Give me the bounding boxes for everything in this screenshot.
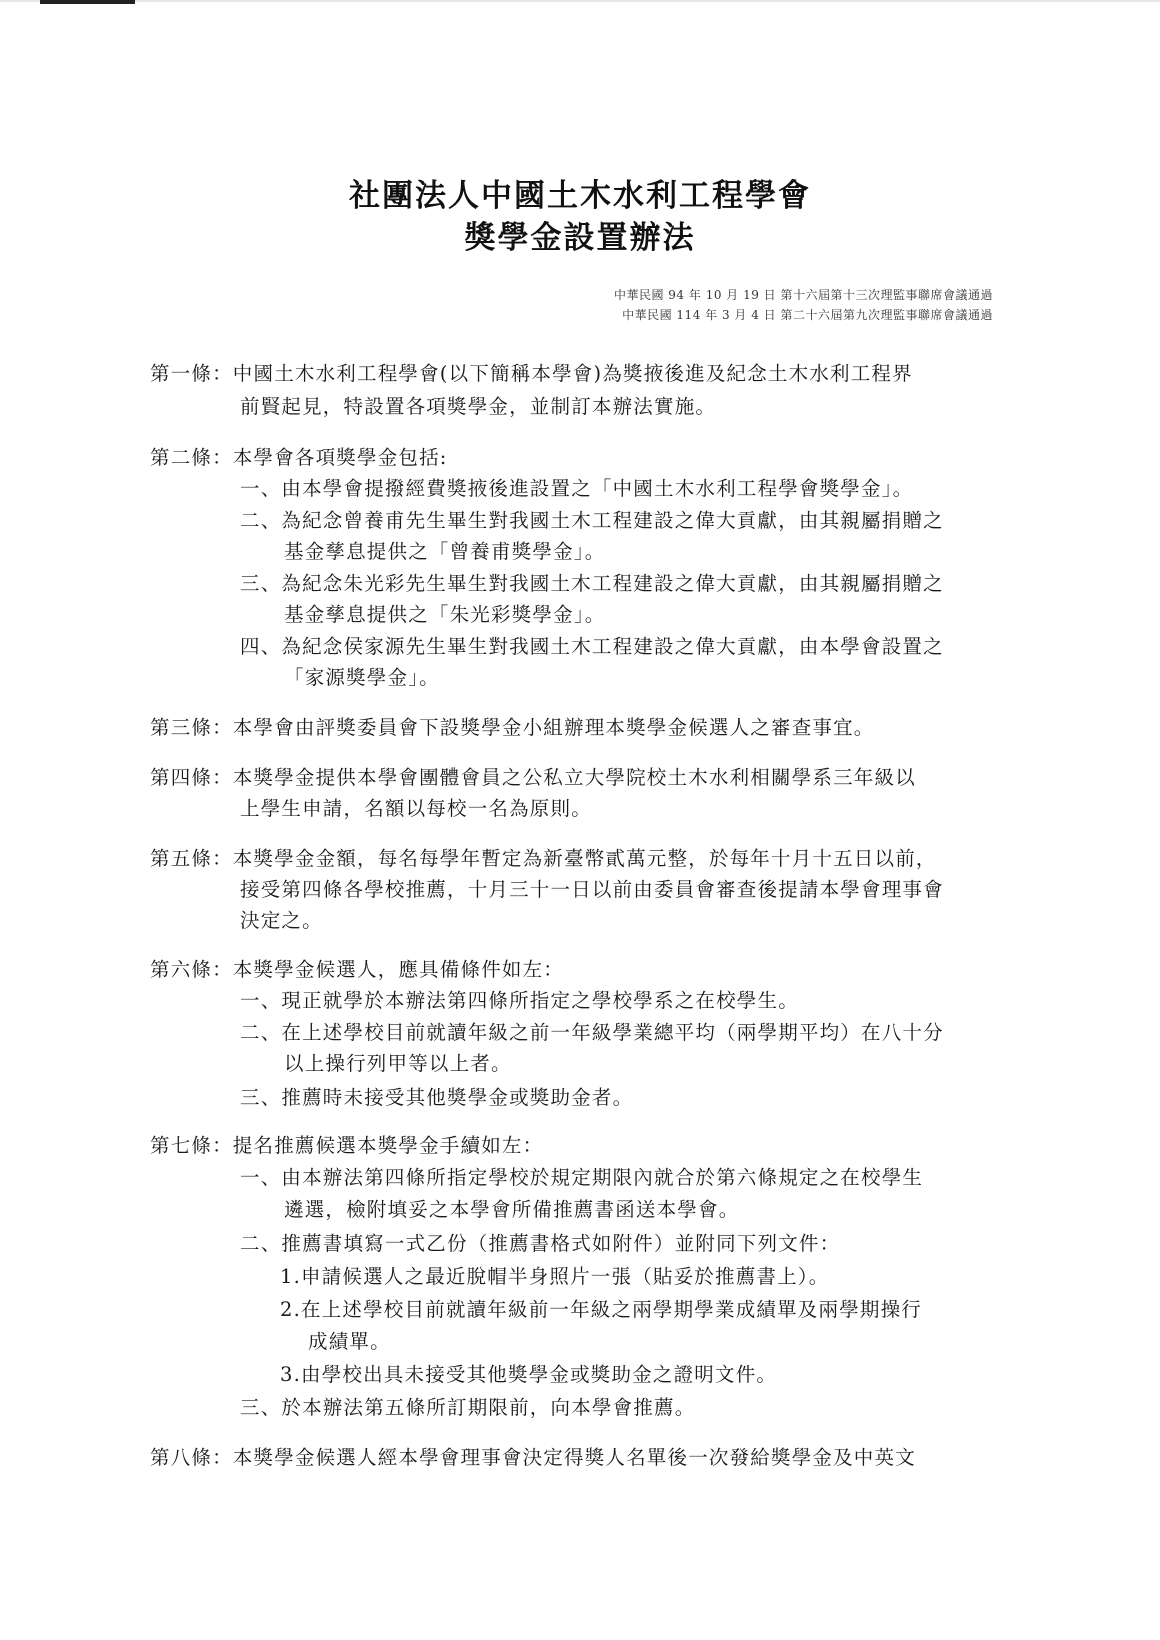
article-7-item-1-line-2: 遴選，檢附填妥之本學會所備推薦書函送本學會。 <box>284 1198 740 1221</box>
article-7-doc-2-line-1: 2.在上述學校目前就讀年級前一年級之兩學期學業成績單及兩學期操行 <box>280 1298 923 1321</box>
article-2-item-2-line-2: 基金孳息提供之「曾養甫獎學金」。 <box>284 540 606 563</box>
article-5-line-1: 第五條：本獎學金金額，每名每學年暫定為新臺幣貳萬元整，於每年十月十五日以前， <box>150 847 937 870</box>
article-2-line-1: 第二條：本學會各項獎學金包括: <box>150 446 448 469</box>
article-5-line-2: 接受第四條各學校推薦，十月三十一日以前由委員會審查後提請本學會理事會 <box>240 878 944 901</box>
article-1-line-2: 前賢起見，特設置各項獎學金，並制訂本辦法實施。 <box>240 395 717 418</box>
article-7-doc-2-line-2: 成績單。 <box>308 1330 391 1353</box>
document-subtitle: 獎學金設置辦法 <box>464 220 696 256</box>
article-8-line-1: 第八條：本獎學金候選人經本學會理事會決定得獎人名單後一次發給獎學金及中英文 <box>150 1446 916 1469</box>
amendment-note-2: 中華民國 114 年 3 月 4 日 第二十六屆第九次理監事聯席會議通過 <box>622 308 993 322</box>
article-4-line-1: 第四條：本獎學金提供本學會團體會員之公私立大學院校土木水利相關學系三年級以 <box>150 766 916 789</box>
article-7-line-1: 第七條：提名推薦候選本獎學金手續如左： <box>150 1134 544 1157</box>
article-6-line-1: 第六條：本獎學金候選人，應具備條件如左： <box>150 958 565 981</box>
article-7-item-3: 三、於本辦法第五條所訂期限前，向本學會推薦。 <box>240 1396 696 1419</box>
article-6-item-2-line-1: 二、在上述學校目前就讀年級之前一年級學業總平均（兩學期平均）在八十分 <box>240 1021 944 1044</box>
article-7-doc-1: 1.申請候選人之最近脫帽半身照片一張（貼妥於推薦書上）。 <box>280 1265 830 1288</box>
article-6-item-2-line-2: 以上操行列甲等以上者。 <box>284 1052 512 1075</box>
article-2-item-3-line-2: 基金孳息提供之「朱光彩獎學金」。 <box>284 603 606 626</box>
article-6-item-3: 三、推薦時未接受其他獎學金或獎助金者。 <box>240 1086 634 1109</box>
article-2-item-4-line-1: 四、為紀念侯家源先生畢生對我國土木工程建設之偉大貢獻，由本學會設置之 <box>240 635 944 658</box>
document-title: 社團法人中國土木水利工程學會 <box>349 178 811 214</box>
article-2-item-3-line-1: 三、為紀念朱光彩先生畢生對我國土木工程建設之偉大貢獻，由其親屬捐贈之 <box>240 572 944 595</box>
article-7-item-1-line-1: 一、由本辦法第四條所指定學校於規定期限內就合於第六條規定之在校學生 <box>240 1166 924 1189</box>
article-3-line-1: 第三條：本學會由評獎委員會下設獎學金小組辦理本獎學金候選人之審查事宜。 <box>150 716 875 739</box>
article-2-item-1: 一、由本學會提撥經費獎掖後進設置之「中國土木水利工程學會獎學金」。 <box>240 477 914 500</box>
article-2-item-2-line-1: 二、為紀念曾養甫先生畢生對我國土木工程建設之偉大貢獻，由其親屬捐贈之 <box>240 509 944 532</box>
article-7-doc-3: 3.由學校出具未接受其他獎學金或獎助金之證明文件。 <box>280 1363 778 1386</box>
article-6-item-1: 一、現正就學於本辦法第四條所指定之學校學系之在校學生。 <box>240 989 799 1012</box>
article-5-line-3: 決定之。 <box>240 909 323 932</box>
article-4-line-2: 上學生申請，名額以每校一名為原則。 <box>240 797 592 820</box>
article-7-item-2: 二、推薦書填寫一式乙份（推薦書格式如附件）並附同下列文件： <box>240 1232 841 1255</box>
article-2-item-4-line-2: 「家源獎學金」。 <box>284 666 440 689</box>
article-1-line-1: 第一條：中國土木水利工程學會(以下簡稱本學會)為獎掖後進及紀念土木水利工程界 <box>150 362 913 385</box>
amendment-note-1: 中華民國 94 年 10 月 19 日 第十六屆第十三次理監事聯席會議通過 <box>613 288 993 302</box>
